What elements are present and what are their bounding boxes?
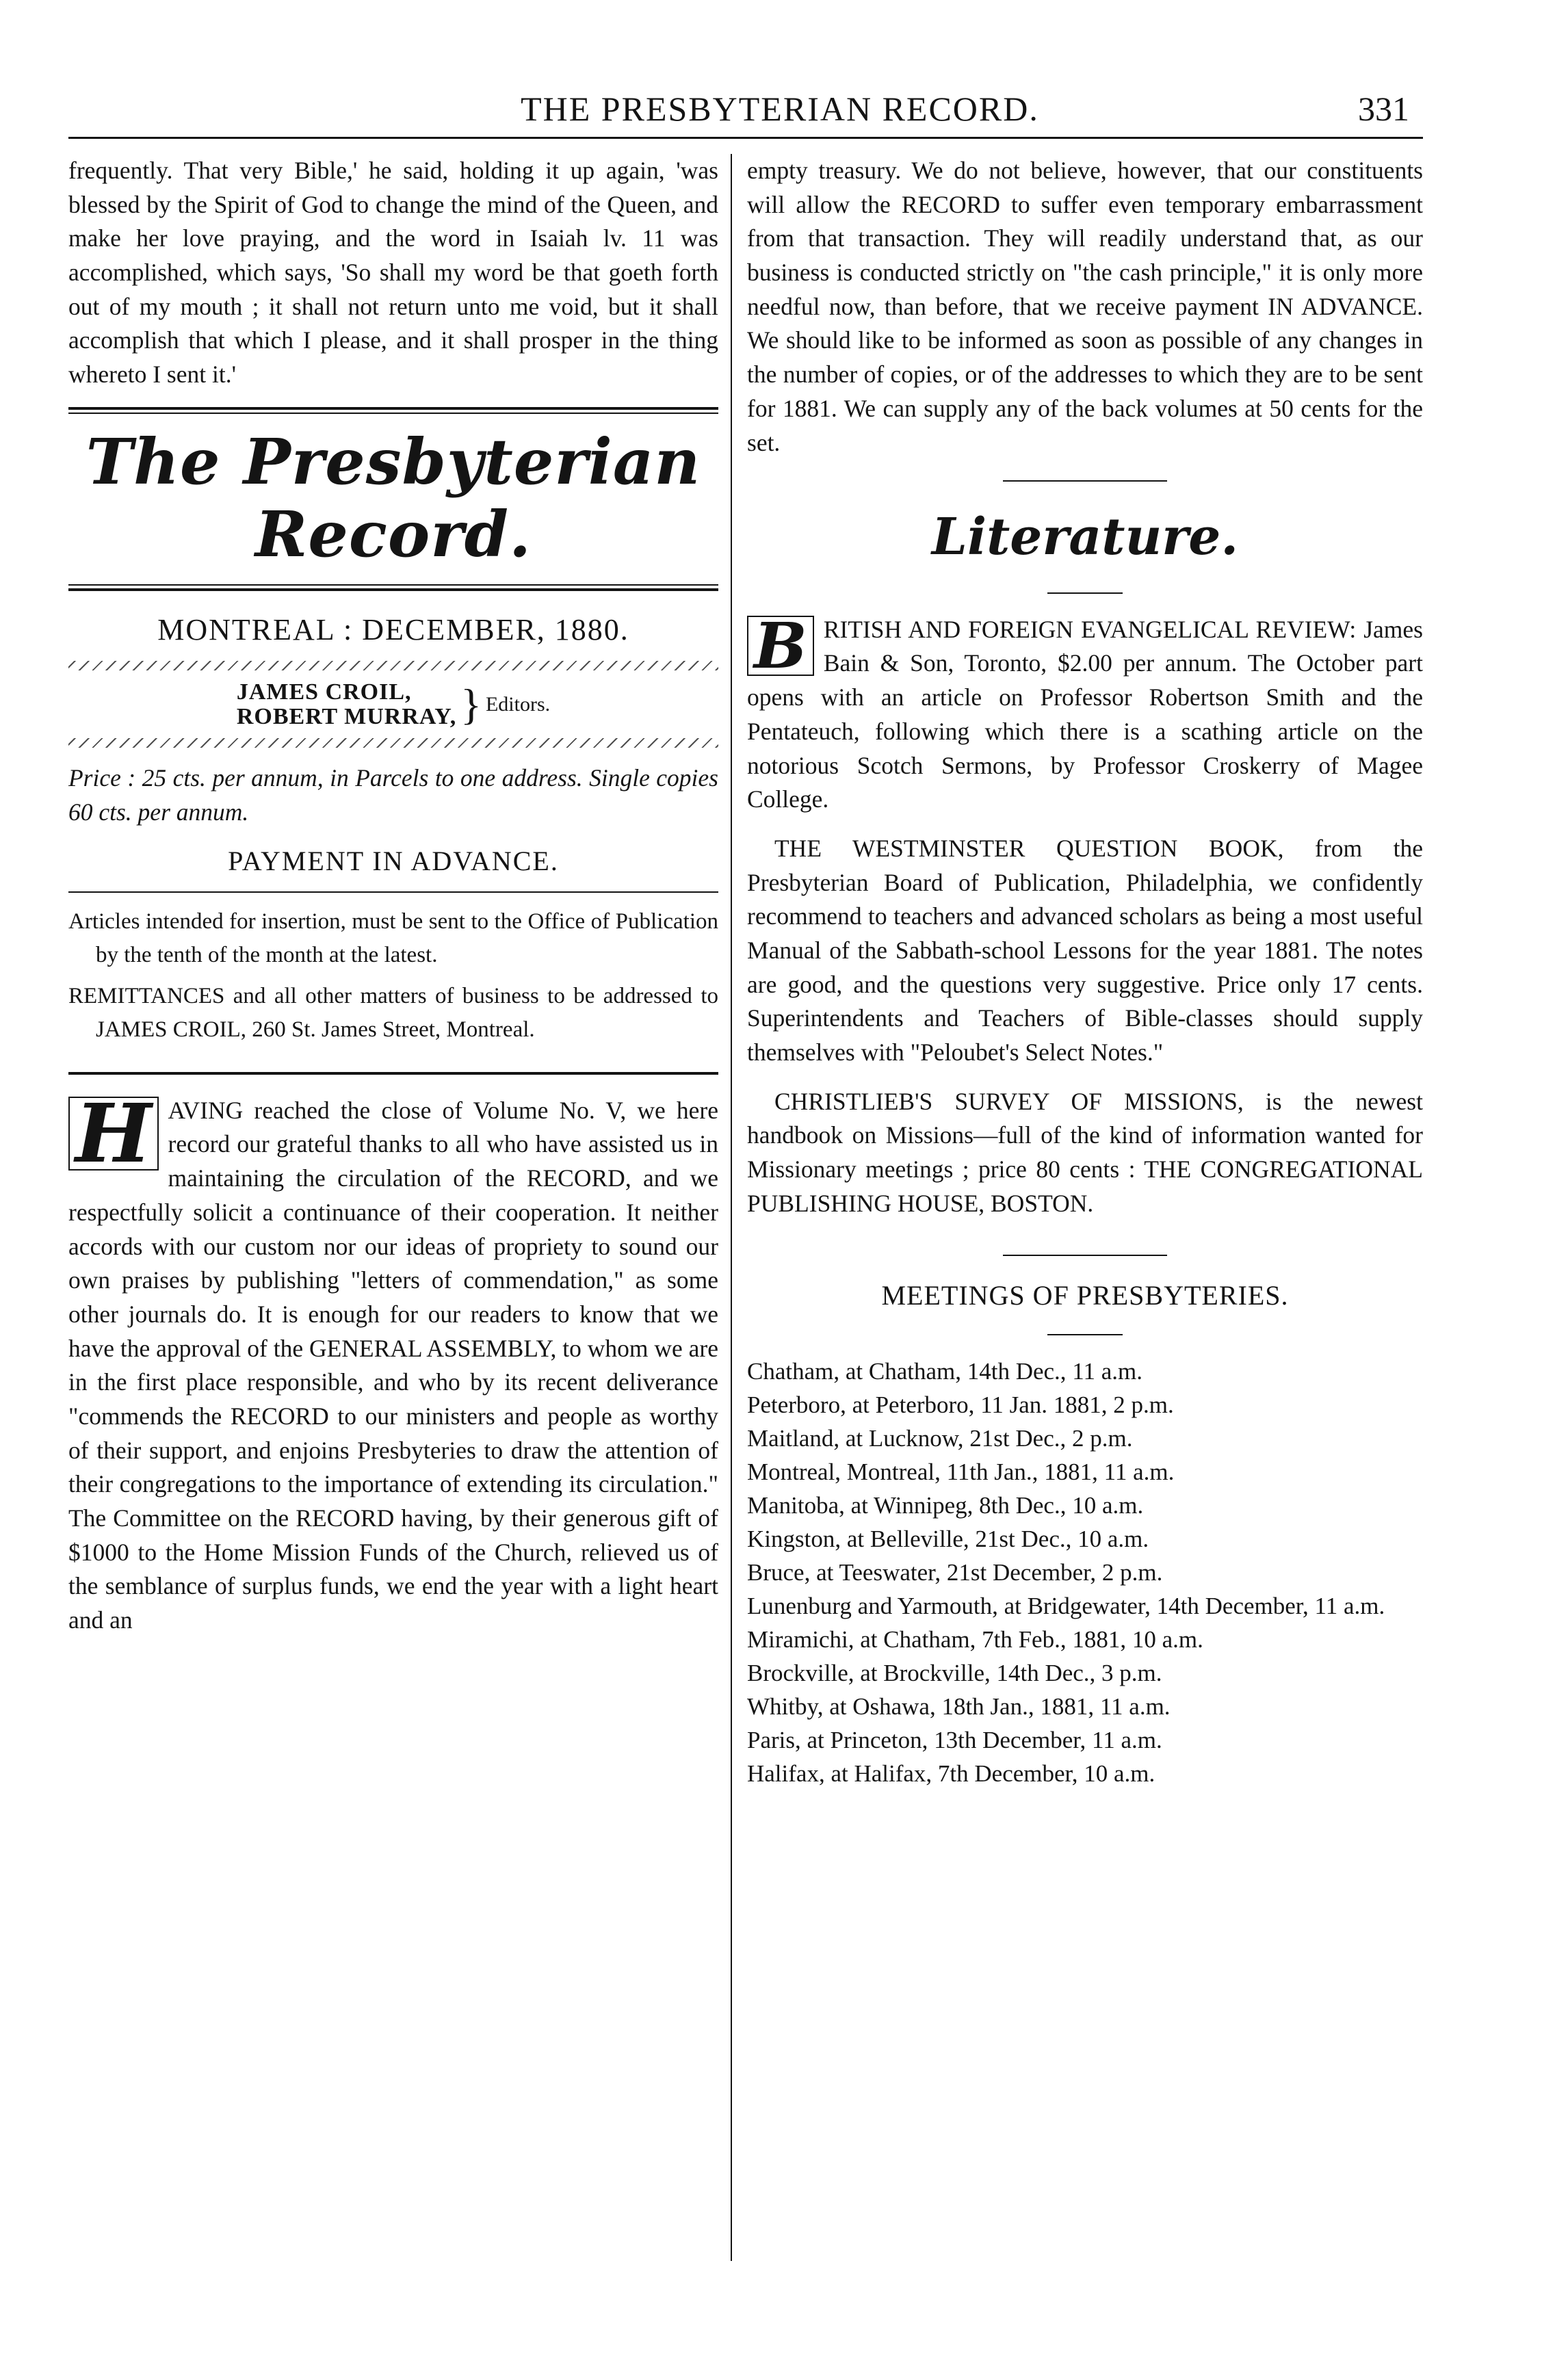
page-number: 331 [1358, 90, 1409, 128]
meeting-item: Miramichi, at Chatham, 7th Feb., 1881, 10 a.m. [747, 1626, 1203, 1653]
editorial-body: AVING reached the close of Volume No. V, we here record our grateful thanks to all who have assisted us in maintaining the circulation of the RECORD, and we respectfully solicit a continuance of their cooperation. It neither accords with our custom nor our ideas of propriety to sound our own praises by publishing "letters of commendation," as some other journals do. It is enough for our readers to know that we have the approval of the GENERAL ASSEMBLY, to whom we are in the first place responsible, and who by its recent deliverance "commends the RECORD to our ministers and people as worthy of their support, and enjoins Presbyteries to draw the attention of their congregations to the importance of extending its circulation." The Committee on the RECORD having, by their generous gift of $1000 to the Home Mission Funds of the Church, relieved us of the semblance of surplus funds, we end the year with a light heart and an [68, 1096, 718, 1634]
payment-notice: PAYMENT IN ADVANCE. [228, 845, 559, 876]
intro-paragraph: frequently. That very Bible,' he said, holding it up again, 'was blessed by the Spirit of God to change the mind of the Queen, and make her love praying, and the word in Isaiah lv. 11 was accomplished, which says, 'So shall my word be that goeth forth out of my mouth ; it shall not return unto me void, but it shall accomplish that which I please, and it shall prosper in the thing whereto I sent it.' [68, 157, 718, 389]
right-column [747, 154, 1423, 1790]
meetings-rule-top [1003, 1255, 1167, 1256]
editorial-paragraph [68, 1085, 718, 1638]
literature-item-1 [747, 608, 1423, 817]
masthead-rule-bottom-thin [68, 584, 718, 586]
column-divider [731, 154, 732, 2261]
masthead-rule-bottom [68, 588, 718, 591]
notice-remittances: REMITTANCES and all other matters of business to be addressed to JAMES CROIL, 260 St. James Street, Montreal. [68, 983, 718, 1043]
meetings-list [747, 1355, 1423, 1790]
notices [68, 905, 718, 1047]
meeting-item: Brockville, at Brockville, 14th Dec., 3 p.m. [747, 1660, 1162, 1687]
editorial-drop-cap: H [68, 1097, 159, 1171]
masthead: The Presbyterian Record. [86, 424, 701, 571]
literature-heading: Literature. [931, 508, 1239, 567]
meeting-item: Bruce, at Teeswater, 21st December, 2 p.m. [747, 1559, 1163, 1586]
literature-item-2: THE WESTMINSTER QUESTION BOOK, from the Presbyterian Board of Publication, Philadelphia, we confidently recommend to teachers and advanced scholars as being a most useful Manual of the Sabbath-school Lessons for the year 1881. The notes are good, and the questions very suggestive. Price only 17 cents. Superintendents and Teachers of Bible-classes should supply themselves with "Peloubet's Select Notes." [747, 834, 1423, 1067]
continuation-paragraph: empty treasury. We do not believe, however, that our constituents will allow the RECORD to suffer even temporary embarrassment from that transaction. They will readily understand that, as our business is conducted strictly on "the cash principle," it is only more needful now, than before, that we receive payment IN ADVANCE. We should like to be informed as soon as possible of any changes in the number of copies, or of the addresses to which they are to be sent for 1881. We can supply any of the back volumes at 50 cents for the set. [747, 157, 1423, 456]
meeting-item: Halifax, at Halifax, 7th December, 10 a.m. [747, 1760, 1155, 1788]
masthead-rule-top-thin [68, 413, 718, 414]
meeting-item: Lunenburg and Yarmouth, at Bridgewater, 14th December, 11 a.m. [747, 1593, 1385, 1620]
meeting-item: Kingston, at Belleville, 21st Dec., 10 a.m. [747, 1526, 1149, 1553]
editors-role: Editors. [485, 692, 551, 716]
editorial-rule [68, 1072, 718, 1075]
header-rule [68, 137, 1423, 139]
payment-rule [68, 891, 718, 893]
brace-icon: } [460, 679, 482, 729]
literature-rule [1047, 592, 1123, 594]
editor-name-2: ROBERT MURRAY, [236, 703, 457, 729]
meeting-item: Paris, at Princeton, 13th December, 11 a.m. [747, 1727, 1162, 1754]
editor-names [237, 680, 456, 729]
section-rule [1003, 480, 1167, 482]
meeting-item: Montreal, Montreal, 11th Jan., 1881, 11 a.m. [747, 1459, 1175, 1486]
publication-title: THE PRESBYTERIAN RECORD. [521, 90, 1039, 128]
literature-item-1-text: RITISH AND FOREIGN EVANGELICAL REVIEW: James Bain & Son, Toronto, $2.00 per annum. The October part opens with an article on Professor Robertson Smith and the Pentateuch, following which there is a scathing article on the notorious Scotch Sermons, by Professor Croskerry of Magee College. [747, 615, 1423, 813]
dateline: MONTREAL : DECEMBER, 1880. [157, 613, 629, 647]
notice-articles: Articles intended for insertion, must be sent to the Office of Publication by the tenth of the month at the latest. [68, 908, 718, 968]
wavy-rule-bottom [68, 738, 718, 748]
literature-item-3: CHRISTLIEB'S SURVEY OF MISSIONS, is the newest handbook on Missions—full of the kind of information wanted for Missionary meetings ; price 80 cents : THE CONGREGATIONAL PUBLISHING HOUSE, BOSTON. [747, 1087, 1423, 1217]
meetings-heading: MEETINGS OF PRESBYTERIES. [881, 1280, 1289, 1311]
wavy-rule-top [68, 661, 718, 670]
editor-name-1: JAMES CROIL, [236, 679, 412, 705]
masthead-rule-top [68, 407, 718, 410]
editors-block [68, 680, 718, 729]
meeting-item: Maitland, at Lucknow, 21st Dec., 2 p.m. [747, 1425, 1133, 1452]
price-line: Price : 25 cts. per annum, in Parcels to one address. Single copies 60 cts. per annum. [68, 764, 718, 826]
meeting-item: Whitby, at Oshawa, 18th Jan., 1881, 11 a.m. [747, 1693, 1171, 1721]
meetings-rule [1047, 1334, 1123, 1335]
meeting-item: Manitoba, at Winnipeg, 8th Dec., 10 a.m. [747, 1492, 1144, 1519]
meeting-item: Chatham, at Chatham, 14th Dec., 11 a.m. [747, 1358, 1143, 1385]
newspaper-page [68, 82, 1423, 2319]
literature-drop-cap: B [747, 616, 814, 676]
running-header [68, 82, 1423, 144]
meeting-item: Peterboro, at Peterboro, 11 Jan. 1881, 2 p.m. [747, 1391, 1174, 1419]
left-column [68, 154, 718, 1638]
